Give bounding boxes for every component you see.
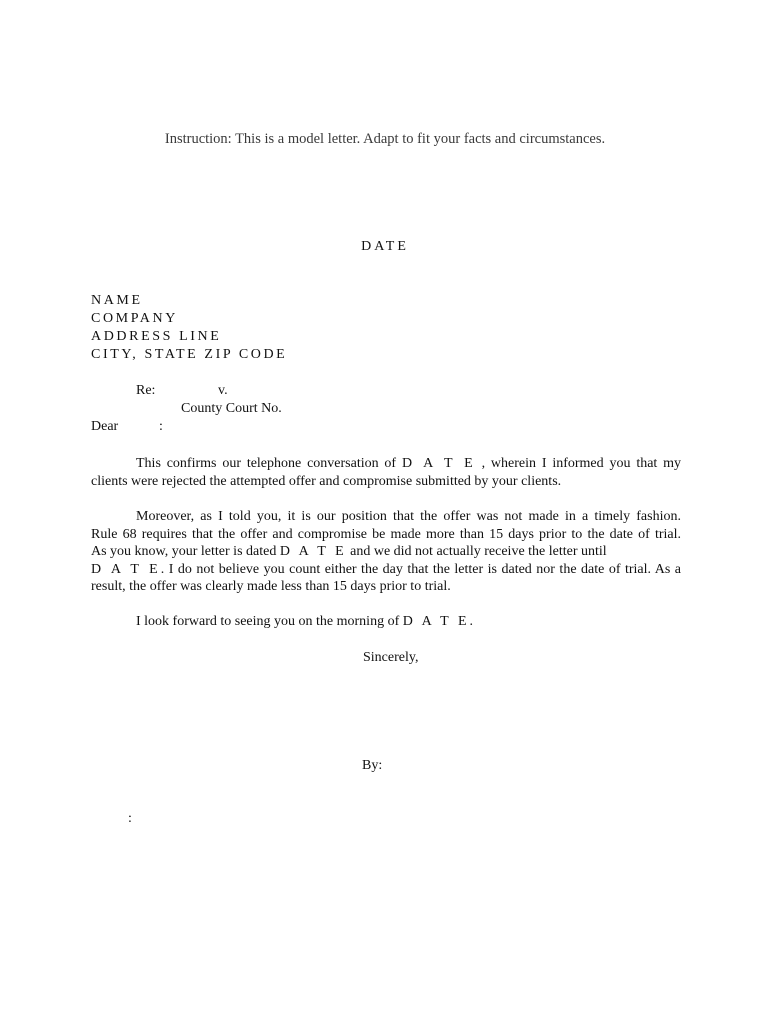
recipient-address-line: ADDRESS LINE (91, 329, 222, 344)
by-label: By: (362, 758, 383, 773)
date-placeholder: D A T E (91, 561, 161, 577)
paragraph-line: Moreover, as I told you, it is our position that the offer was not made in a timely fashion. (136, 509, 681, 524)
paragraph-line: Rule 68 requires that the offer and compromise be made more than 15 days prior to the date of trial. (91, 526, 681, 542)
recipient-company: COMPANY (91, 311, 178, 326)
court-number-label: County Court No. (181, 401, 282, 416)
re-label: Re: (136, 383, 156, 398)
paragraph-line: result, the offer was clearly made less than 15 days prior to trial. (91, 579, 451, 594)
paragraph-line (91, 455, 681, 473)
date-placeholder: D A T E (402, 614, 470, 629)
paragraph-line (91, 561, 681, 579)
paragraph-text: , wherein I informed you that my (481, 456, 682, 471)
salutation-dear: Dear (91, 419, 119, 434)
letter-date: DATE (361, 239, 409, 254)
salutation-colon: : (159, 419, 163, 434)
paragraph-text: This confirms our telephone conversation of (136, 456, 397, 471)
paragraph-text: I look forward to seeing you on the morning of (136, 614, 400, 629)
date-placeholder: D A T E (401, 456, 476, 471)
versus-label: v. (218, 383, 228, 398)
paragraph-text: . (469, 614, 474, 629)
recipient-name: NAME (91, 293, 143, 308)
paragraph-line: clients were rejected the attempted offer and compromise submitted by your clients. (91, 473, 562, 489)
paragraph-text: and we did not actually receive the letter until (350, 544, 607, 559)
recipient-city-state-zip: CITY, STATE ZIP CODE (91, 347, 288, 362)
paragraph-timeliness (91, 508, 681, 596)
paragraph-look-forward (136, 614, 473, 630)
paragraph-text: As you know, your letter is dated (91, 544, 277, 559)
paragraph-text: . I do not believe you count either the day that the letter is dated nor the date of trial. As a (160, 561, 681, 577)
footer-colon: : (128, 811, 132, 826)
date-placeholder: D A T E (279, 544, 347, 559)
instruction-note: Instruction: This is a model letter. Adapt to fit your facts and circumstances. (164, 131, 606, 147)
paragraph-telephone-conversation (91, 455, 681, 490)
paragraph-line (91, 543, 681, 561)
closing-sincerely: Sincerely, (363, 650, 419, 665)
